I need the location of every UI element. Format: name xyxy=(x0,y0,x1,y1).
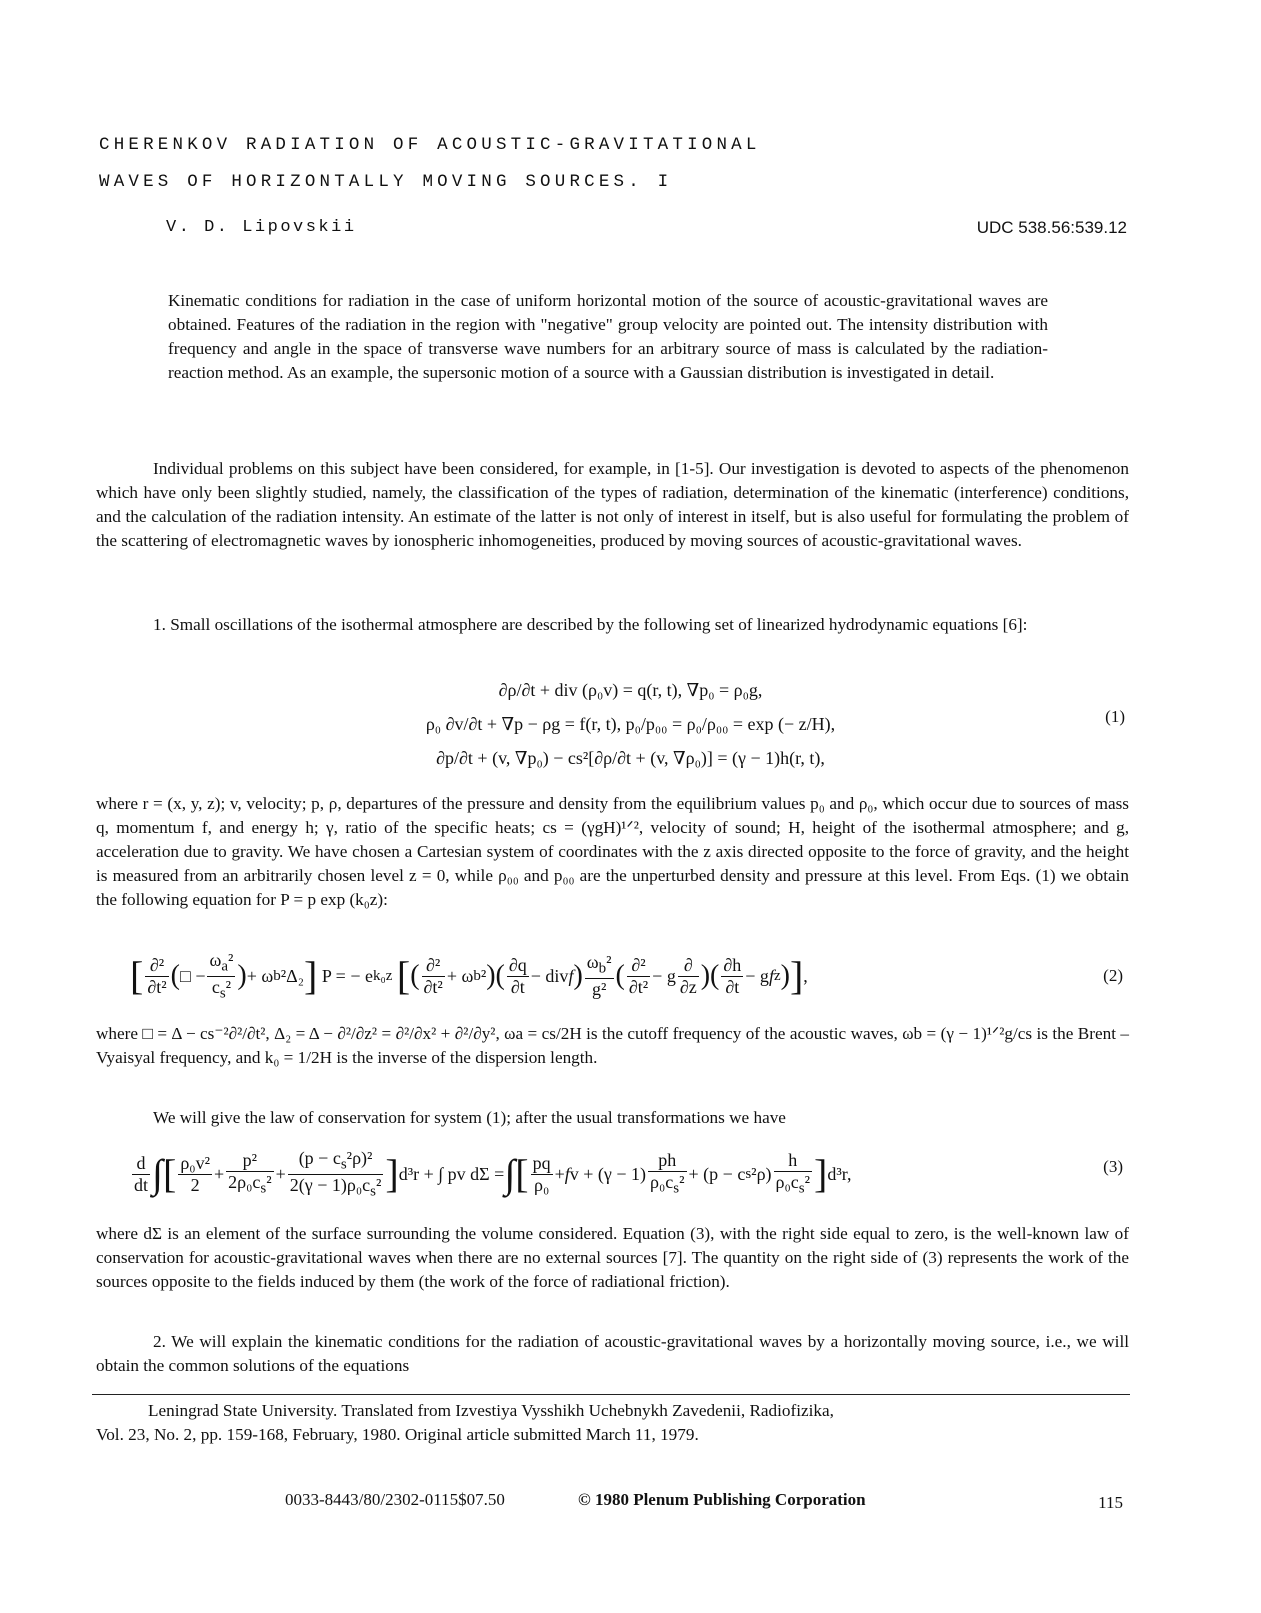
title-line-1: CHERENKOV RADIATION OF ACOUSTIC-GRAVITATIONAL xyxy=(99,135,761,155)
footnote-line-2: Vol. 23, No. 2, pp. 159-168, February, 1980. Original article submitted March 11, 1979. xyxy=(96,1425,699,1444)
section-2-paragraph: 2. We will explain the kinematic conditions for the radiation of acoustic-gravitational waves by a horizontally moving source, i.e., we will obtain the common solutions of the equations xyxy=(96,1332,1129,1375)
footnote-line-1: Leningrad State University. Translated from Izvestiya Vysshikh Uchebnykh Zavedenii, Radiofizika, xyxy=(148,1401,834,1420)
footer-code: 0033-8443/80/2302-0115$07.50 xyxy=(285,1490,505,1509)
footer-copyright: © 1980 Plenum Publishing Corporation xyxy=(578,1490,866,1509)
udc-code: UDC 538.56:539.12 xyxy=(976,218,1127,237)
intro-paragraph: Individual problems on this subject have been considered, for example, in [1-5]. Our investigation is devoted to aspects of the phenomenon which have only been slightly studied, namely, the classification of the types of radiation, determination of the kinematic (interference) conditions, and the calculation of the radiation intensity. An estimate of the latter is not only of interest in itself, but is also useful for formulating the problem of the scattering of electromagnetic waves by ionospheric inhomogeneities, produced by moving sources of acoustic-gravitational waves. xyxy=(96,459,1129,550)
equation-2-number: (2) xyxy=(1103,966,1123,985)
paragraph-after-eq3: where dΣ is an element of the surface surrounding the volume considered. Equation (3), with the right side equal to zero, is the well-known law of conservation for acoustic-gravitational waves when there are no external sources [7]. The quantity on the right side of (3) represents the work of the sources opposite to the fields induced by them (the work of the force of radiational friction). xyxy=(96,1224,1129,1291)
paragraph-after-eq2: where □ = Δ − cs⁻²∂²/∂t², Δ₂ = Δ − ∂²/∂z² = ∂²/∂x² + ∂²/∂y², ωa = cs/2H is the cutoff frequency of the acoustic waves, ωb = (γ − 1)¹ᐟ²g/cs is the Brent – Vyaisyal frequency, and k₀ = 1/2H is the inverse of the dispersion length. xyxy=(96,1024,1129,1067)
equation-1-number: (1) xyxy=(1105,707,1125,726)
equation-1-line-1: ∂ρ/∂t + div (ρ₀v) = q(r, t), ∇p₀ = ρ₀g, xyxy=(498,680,763,700)
paragraph-after-eq1: where r = (x, y, z); v, velocity; p, ρ, departures of the pressure and density from the equilibrium values p₀ and ρ₀, which occur due to sources of mass q, momentum f, and energy h; γ, ratio of the specific heats; cs = (γgH)¹ᐟ², velocity of sound; H, height of the isothermal atmosphere; and g, acceleration due to gravity. We have chosen a Cartesian system of coordinates with the z axis directed opposite to the force of gravity, and the height is measured from an arbitrarily chosen level z = 0, while ρ₀₀ and p₀₀ are the unperturbed density and pressure at this level. From Eqs. (1) we obtain the following equation for P = p exp (k₀z): xyxy=(96,794,1129,909)
author: V. D. Lipovskii xyxy=(166,218,357,237)
equation-3: $\frac{d}{dt}$ ∫ [ $\frac{\text{ρ₀v²}}{2}$ + $\frac{\text{p²}}{2\rho_0c_s^2}$ + $\frac{(p - c_s^2\rho)^2}{2(\gamma - 1)\rho_0c_s^2}$ ] d³r + ∫ pv dΣ = ∫ [ $\frac{pq}{\text{ρ₀}}$ + f v + (γ − 1) $\frac{ph}{\rho_0c_s^2}$ + (p − c s ²ρ) $\frac{h}{\rho_0c_s^2}$ ] d³r, xyxy=(134,1147,852,1200)
conservation-intro: We will give the law of conservation for system (1); after the usual transformations we have xyxy=(153,1108,786,1127)
page-number: 115 xyxy=(1098,1493,1123,1512)
abstract: Kinematic conditions for radiation in the case of uniform horizontal motion of the source of acoustic-gravitational waves are obtained. Features of the radiation in the region with "negative" group velocity are pointed out. The intensity distribution with frequency and angle in the space of transverse wave numbers for an arbitrary source of mass is calculated by the radiation-reaction method. As an example, the supersonic motion of a source with a Gaussian distribution is investigated in detail. xyxy=(168,291,1048,382)
equation-2: [ $\frac{\text{∂²}}{\text{∂t²}}$ ( □ − $\frac{\omega_a^2}{c_s^2}$ ) + ω b ²Δ₂ ] P = − e k₀z [ ( $\frac{\text{∂²}}{\text{∂t²}}$ + ω b ² )( $\frac{\partial q}{\partial t}$ − div f ) $\frac{\omega_b^2}{\text{g²}}$ ( $\frac{\text{∂²}}{\text{∂t²}}$ − g $\frac{\partial}{\partial z}$ )( $\frac{\partial h}{\partial t}$ − g f z ) ] , xyxy=(130,949,808,1002)
section-1-paragraph: 1. Small oscillations of the isothermal atmosphere are described by the following set of linearized hydrodynamic equations [6]: xyxy=(153,615,1028,634)
footnote-rule xyxy=(92,1394,1130,1395)
title-line-2: WAVES OF HORIZONTALLY MOVING SOURCES. I xyxy=(99,172,673,192)
equation-3-number: (3) xyxy=(1103,1157,1123,1176)
equation-1-line-3: ∂p/∂t + (v, ∇p₀) − cs²[∂ρ/∂t + (v, ∇ρ₀)] = (γ − 1)h(r, t), xyxy=(436,748,825,768)
equation-1-line-2: ρ₀ ∂v/∂t + ∇p − ρg = f(r, t), p₀/p₀₀ = ρ₀/ρ₀₀ = exp (− z/H), xyxy=(425,714,836,734)
